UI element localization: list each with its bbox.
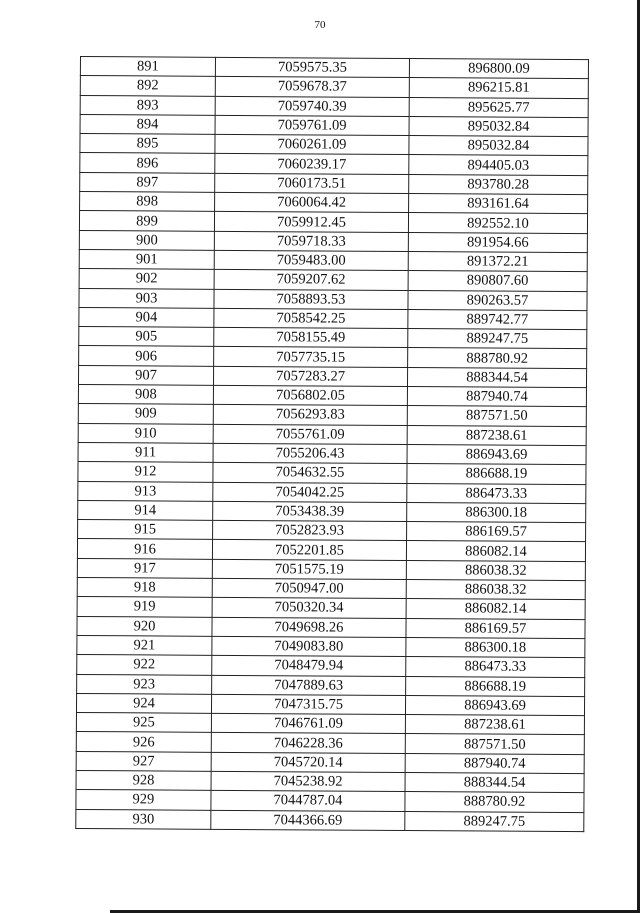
point-number-cell: 908 <box>78 385 213 405</box>
x-coordinate-cell: 7057735.15 <box>214 347 408 367</box>
x-coordinate-cell: 7054042.25 <box>213 482 407 502</box>
y-coordinate-cell: 895032.84 <box>409 136 588 156</box>
table-row <box>80 76 588 98</box>
point-number-cell: 891 <box>80 57 215 77</box>
table-row <box>79 288 587 310</box>
table-row <box>77 539 585 561</box>
coordinate-table <box>75 56 589 832</box>
point-number-cell: 928 <box>76 770 211 790</box>
y-coordinate-cell: 886300.18 <box>407 502 586 522</box>
point-number-cell: 930 <box>76 809 211 829</box>
table-row <box>76 790 584 812</box>
y-coordinate-cell: 888780.92 <box>408 348 587 368</box>
coordinate-table-body <box>76 57 589 832</box>
y-coordinate-cell: 887571.50 <box>407 406 586 426</box>
x-coordinate-cell: 7059761.09 <box>215 115 409 135</box>
y-coordinate-cell: 886688.19 <box>406 676 585 696</box>
point-number-cell: 925 <box>76 713 211 733</box>
table-row <box>77 558 585 580</box>
x-coordinate-cell: 7049083.80 <box>212 636 406 656</box>
y-coordinate-cell: 888344.54 <box>407 367 586 387</box>
y-coordinate-cell: 894405.03 <box>409 155 588 175</box>
point-number-cell: 909 <box>78 404 213 424</box>
x-coordinate-cell: 7055761.09 <box>213 424 407 444</box>
y-coordinate-cell: 886943.69 <box>405 695 584 715</box>
x-coordinate-cell: 7057283.27 <box>213 366 407 386</box>
table-row <box>76 809 584 831</box>
x-coordinate-cell: 7045238.92 <box>211 771 405 791</box>
point-number-cell: 920 <box>77 616 212 636</box>
page-number: 70 <box>314 19 326 31</box>
table-row <box>80 172 588 194</box>
x-coordinate-cell: 7046761.09 <box>211 713 405 733</box>
table-row <box>77 597 585 619</box>
table-row <box>78 365 586 387</box>
table-row <box>78 481 586 503</box>
y-coordinate-cell: 896800.09 <box>409 59 588 79</box>
point-number-cell: 911 <box>78 442 213 462</box>
table-row <box>79 346 587 368</box>
x-coordinate-cell: 7059912.45 <box>214 212 408 232</box>
table-row <box>77 635 585 657</box>
table-row <box>78 385 586 407</box>
x-coordinate-cell: 7053438.39 <box>213 501 407 521</box>
y-coordinate-cell: 889247.75 <box>405 811 584 831</box>
x-coordinate-cell: 7060239.17 <box>215 154 409 174</box>
x-coordinate-cell: 7059207.62 <box>214 270 408 290</box>
x-coordinate-cell: 7054632.55 <box>213 463 407 483</box>
x-coordinate-cell: 7056802.05 <box>213 385 407 405</box>
y-coordinate-cell: 888344.54 <box>405 772 584 792</box>
table-row <box>78 442 586 464</box>
point-number-cell: 910 <box>78 423 213 443</box>
x-coordinate-cell: 7045720.14 <box>211 752 405 772</box>
x-coordinate-cell: 7052823.93 <box>213 520 407 540</box>
y-coordinate-cell: 888780.92 <box>405 792 584 812</box>
table-row <box>80 114 588 136</box>
point-number-cell: 904 <box>79 307 214 327</box>
x-coordinate-cell: 7052201.85 <box>212 540 406 560</box>
point-number-cell: 916 <box>77 539 212 559</box>
y-coordinate-cell: 886038.32 <box>406 560 585 580</box>
x-coordinate-cell: 7058542.25 <box>214 308 408 328</box>
point-number-cell: 927 <box>76 751 211 771</box>
y-coordinate-cell: 886082.14 <box>406 599 585 619</box>
y-coordinate-cell: 895032.84 <box>409 116 588 136</box>
y-coordinate-cell: 887238.61 <box>405 715 584 735</box>
point-number-cell: 924 <box>76 693 211 713</box>
point-number-cell: 903 <box>79 288 214 308</box>
x-coordinate-cell: 7059575.35 <box>215 57 409 77</box>
x-coordinate-cell: 7060261.09 <box>215 135 409 155</box>
table-row <box>79 230 587 252</box>
x-coordinate-cell: 7051575.19 <box>212 559 406 579</box>
y-coordinate-cell: 893780.28 <box>409 174 588 194</box>
y-coordinate-cell: 886943.69 <box>407 444 586 464</box>
y-coordinate-cell: 886169.57 <box>407 522 586 542</box>
x-coordinate-cell: 7046228.36 <box>211 733 405 753</box>
y-coordinate-cell: 896215.81 <box>409 78 588 98</box>
point-number-cell: 907 <box>78 365 213 385</box>
table-row <box>76 713 584 735</box>
x-coordinate-cell: 7058155.49 <box>214 327 408 347</box>
y-coordinate-cell: 895625.77 <box>409 97 588 117</box>
x-coordinate-cell: 7059718.33 <box>214 231 408 251</box>
point-number-cell: 914 <box>78 500 213 520</box>
point-number-cell: 905 <box>79 327 214 347</box>
table-row <box>77 674 585 696</box>
table-row <box>76 732 584 754</box>
point-number-cell: 901 <box>79 249 214 269</box>
point-number-cell: 918 <box>77 578 212 598</box>
table-row <box>79 327 587 349</box>
point-number-cell: 900 <box>79 230 214 250</box>
x-coordinate-cell: 7050947.00 <box>212 578 406 598</box>
x-coordinate-cell: 7059678.37 <box>215 77 409 97</box>
table-row <box>77 655 585 677</box>
y-coordinate-cell: 891372.21 <box>408 251 587 271</box>
point-number-cell: 912 <box>78 462 213 482</box>
x-coordinate-cell: 7044366.69 <box>211 810 405 830</box>
point-number-cell: 922 <box>77 655 212 675</box>
x-coordinate-cell: 7056293.83 <box>213 405 407 425</box>
point-number-cell: 892 <box>80 76 215 96</box>
point-number-cell: 893 <box>80 95 215 115</box>
point-number-cell: 926 <box>76 732 211 752</box>
y-coordinate-cell: 890263.57 <box>408 290 587 310</box>
point-number-cell: 917 <box>77 558 212 578</box>
point-number-cell: 898 <box>80 192 215 212</box>
point-number-cell: 919 <box>77 597 212 617</box>
y-coordinate-cell: 893161.64 <box>409 194 588 214</box>
point-number-cell: 895 <box>80 134 215 154</box>
point-number-cell: 913 <box>78 481 213 501</box>
table-row <box>76 751 584 773</box>
table-row <box>79 211 587 233</box>
table-row <box>80 95 588 117</box>
table-row <box>76 693 584 715</box>
y-coordinate-cell: 886473.33 <box>407 483 586 503</box>
point-number-cell: 897 <box>80 172 215 192</box>
x-coordinate-cell: 7047315.75 <box>211 694 405 714</box>
point-number-cell: 902 <box>79 269 214 289</box>
table-row <box>80 192 588 214</box>
y-coordinate-cell: 889247.75 <box>408 329 587 349</box>
y-coordinate-cell: 886473.33 <box>406 657 585 677</box>
table-row <box>78 520 586 542</box>
point-number-cell: 923 <box>77 674 212 694</box>
point-number-cell: 899 <box>79 211 214 231</box>
table-row <box>80 153 588 175</box>
table-row <box>78 462 586 484</box>
table-row <box>78 404 586 426</box>
x-coordinate-cell: 7060064.42 <box>215 192 409 212</box>
y-coordinate-cell: 887238.61 <box>407 425 586 445</box>
x-coordinate-cell: 7047889.63 <box>212 675 406 695</box>
point-number-cell: 921 <box>77 635 212 655</box>
table-row <box>78 423 586 445</box>
point-number-cell: 906 <box>79 346 214 366</box>
y-coordinate-cell: 886300.18 <box>406 637 585 657</box>
x-coordinate-cell: 7060173.51 <box>215 173 409 193</box>
y-coordinate-cell: 890807.60 <box>408 271 587 291</box>
y-coordinate-cell: 887940.74 <box>407 387 586 407</box>
x-coordinate-cell: 7044787.04 <box>211 791 405 811</box>
table-row <box>78 500 586 522</box>
x-coordinate-cell: 7058893.53 <box>214 289 408 309</box>
x-coordinate-cell: 7059740.39 <box>215 96 409 116</box>
y-coordinate-cell: 886688.19 <box>407 464 586 484</box>
table-row <box>76 770 584 792</box>
point-number-cell: 929 <box>76 790 211 810</box>
y-coordinate-cell: 887940.74 <box>405 753 584 773</box>
table-row <box>80 134 588 156</box>
table-row <box>77 578 585 600</box>
y-coordinate-cell: 889742.77 <box>408 309 587 329</box>
y-coordinate-cell: 886082.14 <box>406 541 585 561</box>
table-row <box>79 269 587 291</box>
x-coordinate-cell: 7049698.26 <box>212 617 406 637</box>
point-number-cell: 915 <box>78 520 213 540</box>
table-row <box>79 307 587 329</box>
point-number-cell: 894 <box>80 114 215 134</box>
table-row <box>77 616 585 638</box>
y-coordinate-cell: 886169.57 <box>406 618 585 638</box>
table-row <box>79 249 587 271</box>
x-coordinate-cell: 7059483.00 <box>214 250 408 270</box>
table-row <box>80 57 588 79</box>
x-coordinate-cell: 7048479.94 <box>212 656 406 676</box>
x-coordinate-cell: 7050320.34 <box>212 598 406 618</box>
y-coordinate-cell: 891954.66 <box>408 232 587 252</box>
y-coordinate-cell: 892552.10 <box>408 213 587 233</box>
y-coordinate-cell: 887571.50 <box>405 734 584 754</box>
y-coordinate-cell: 886038.32 <box>406 580 585 600</box>
x-coordinate-cell: 7055206.43 <box>213 443 407 463</box>
point-number-cell: 896 <box>80 153 215 173</box>
